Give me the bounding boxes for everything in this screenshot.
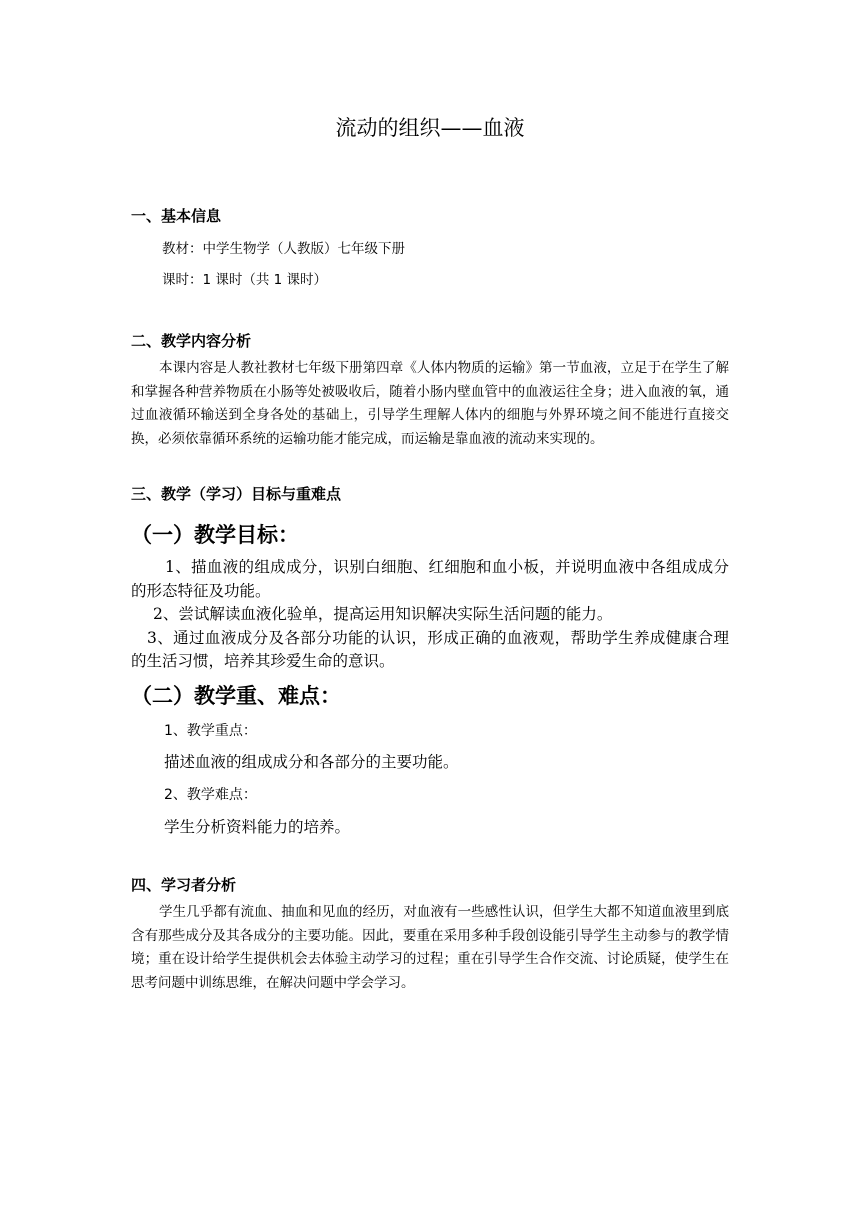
key-point-label: 1、教学重点： xyxy=(164,723,257,739)
key-point-text: 描述血液的组成成分和各部分的主要功能。 xyxy=(164,753,459,771)
goal-item: 1、描血液的组成成分，识别白细胞、红细胞和血小板，并说明血液中各组成成分的形态特征及功能。 xyxy=(131,558,729,600)
section3-heading: 三、教学（学习）目标与重难点 xyxy=(131,485,342,503)
textbook-info: 教材：中学生物学（人教版）七年级下册 xyxy=(162,241,405,257)
goals-list xyxy=(131,556,729,674)
section2-heading: 二、教学内容分析 xyxy=(131,332,252,350)
goal-item: 2、尝试解读血液化验单，提高运用知识解决实际生活问题的能力。 xyxy=(153,605,613,624)
section1-heading: 一、基本信息 xyxy=(131,207,222,225)
learner-analysis-paragraph: 学生几乎都有流血、抽血和见血的经历，对血液有一些感性认识，但学生大都不知道血液里到底含有那些成分及其各成分的主要功能。因此，要重在采用多种手段创设能引导学生主动参与的教学情境；重在设计给学生提供机会去体验主动学习的过程；重在引导学生合作交流、讨论质疑，使学生在思考问题中训练思维，在解决问题中学会学习。 xyxy=(131,904,729,991)
section4-heading: 四、学习者分析 xyxy=(131,876,237,894)
difficulty-label: 2、教学难点： xyxy=(164,787,257,803)
document-title: 流动的组织——血液 xyxy=(335,116,525,140)
goal-item: 3、通过血液成分及各部分功能的认识，形成正确的血液观，帮助学生养成健康合理的生活习惯，培养其珍爱生命的意识。 xyxy=(131,628,729,671)
difficulty-text: 学生分析资料能力的培养。 xyxy=(164,818,351,836)
content-analysis-paragraph: 本课内容是人教社教材七年级下册第四章《人体内物质的运输》第一节血液，立足于在学生了解和掌握各种营养物质在小肠等处被吸收后，随着小肠内壁血管中的血液运往全身；进入血液的氧，通过血液循环输送到全身各处的基础上，引导学生理解人体内的细胞与外界环境之间不能进行直接交换，必须依靠循环系统的运输功能才能完成，而运输是靠血液的流动来实现的。 xyxy=(131,360,729,447)
hours-info: 课时：1 课时（共 1 课时） xyxy=(162,272,328,288)
key-difficulty-subheading: （二）教学重、难点： xyxy=(131,684,341,708)
goals-subheading: （一）教学目标： xyxy=(131,523,299,547)
